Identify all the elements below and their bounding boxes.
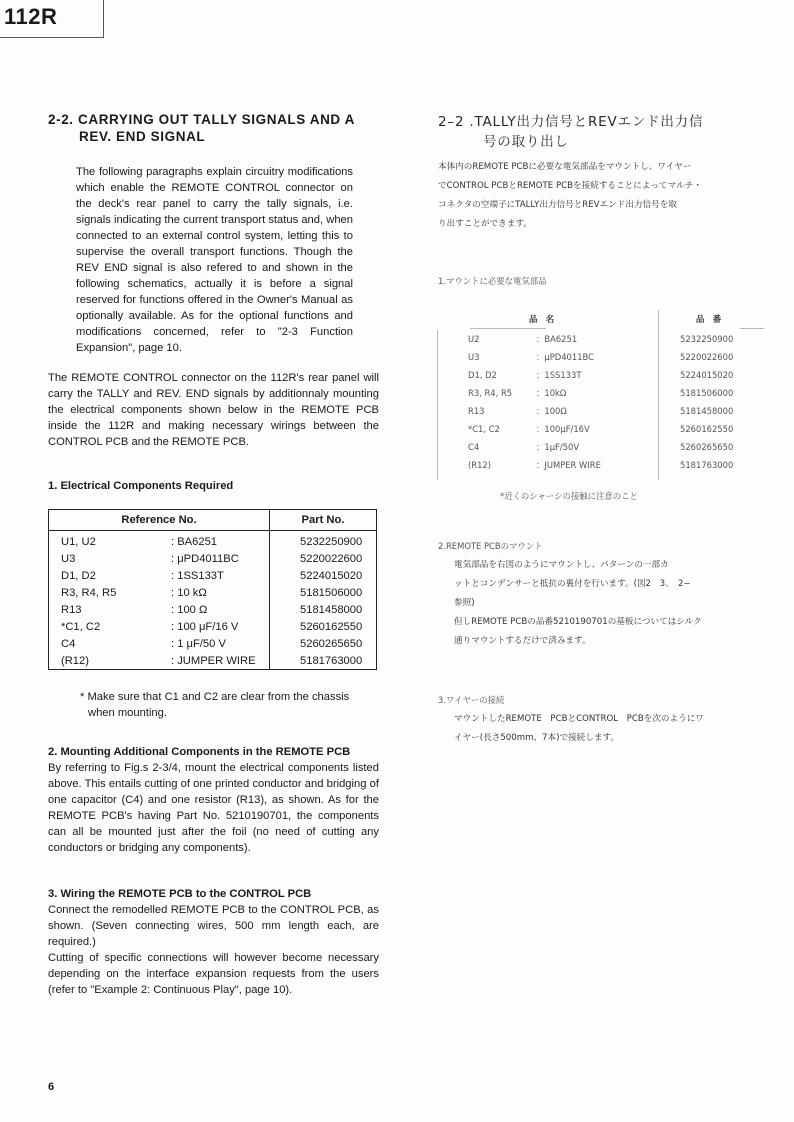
item-reference: R13: [468, 406, 485, 416]
section-2-body-jp: [454, 556, 774, 651]
section-3-text-2: Cutting of specific connections will however become necessary depending on the interface expansion requests from the users (refer to "Example 2: Continuous Play", page 10).: [48, 952, 379, 996]
section-2-jp-line: 通りマウントするだけで済みます。: [454, 636, 591, 646]
intro-paragraph-en: [76, 164, 353, 356]
cell-value: : 100 Ω: [171, 601, 270, 618]
item-reference: R3, R4, R5: [468, 388, 513, 398]
intro-text: The following paragraphs explain circuitry modifications which enable the REMOTE CONTROL connector on the deck's rear panel to carry the tally signals, i.e. signals indicating the current transport status and, when connected to an external control system, letting this to supervise the overall transport functions. Though the REV END signal is also refered to and shown in the following schematics, actually it is before a signal reserved for functions offered in the Owner's Manual as optionally available. As for the optional functions and modifications concerned, refer to "2-3 Function Expansion", page 10.: [76, 166, 353, 354]
item-part-number: 5181763000: [680, 460, 734, 470]
cell-part-number: 5232250900: [300, 535, 363, 548]
header-rule: [740, 328, 764, 329]
table-row: [49, 652, 376, 669]
paragraph-2-text: The REMOTE CONTROL connector on the 112R's rear panel will carry the TALLY and REV. END signals by additionnaly mounting the electrical components shown below in the REMOTE PCB inside the 112R and making necessary wirings between the CONTROL PCB and the REMOTE PCB.: [48, 372, 379, 448]
section-title-en-line2: REV. END SIGNAL: [79, 129, 206, 144]
item-value: ：BA6251: [536, 334, 578, 344]
cell-part-number: 5220022600: [300, 552, 363, 565]
parts-list-jp: [468, 331, 768, 475]
col-name-header-jp: 品 名: [529, 314, 555, 324]
intro-paragraph-jp: [438, 158, 768, 234]
section-2-body: [48, 760, 379, 856]
section-3-body-jp: [454, 710, 774, 748]
cell-reference: C4: [61, 637, 76, 650]
cell-reference: D1, D2: [61, 569, 96, 582]
cell-value: : JUMPER WIRE: [171, 652, 270, 669]
section-2-jp-line: 電気部品を右図のようにマウントし、パターンの一部カ: [454, 560, 669, 570]
page-number: 6: [48, 1081, 55, 1093]
table-row: [49, 531, 376, 551]
section-1-title: 1. Electrical Components Required: [48, 480, 234, 492]
item-part-number: 5232250900: [680, 334, 734, 344]
list-item: [468, 331, 768, 348]
table-note-line1: * Make sure that C1 and C2 are clear from the chassis: [80, 691, 350, 703]
header-rule: [0, 37, 104, 38]
cell-reference: R13: [61, 603, 82, 616]
cell-part-number: 5260162550: [300, 620, 363, 633]
list-item: [468, 439, 768, 456]
section-title-jp: [438, 112, 768, 152]
item-reference: *C1, C2: [468, 424, 500, 434]
item-value: ：μPD4011BC: [536, 352, 594, 362]
table-row: [49, 550, 376, 567]
item-part-number: 5181458000: [680, 406, 734, 416]
table-row: [49, 567, 376, 584]
item-part-number: 5260162550: [680, 424, 734, 434]
cell-reference: *C1, C2: [61, 620, 101, 633]
cell-part-number: 5260265650: [300, 637, 363, 650]
table-row: [49, 618, 376, 635]
list-item: [468, 403, 768, 420]
cell-part-number: 5181506000: [300, 586, 363, 599]
item-part-number: 5260265650: [680, 442, 734, 452]
table-header-row: [49, 510, 376, 531]
item-value: ：10kΩ: [536, 388, 567, 398]
list-item: [468, 457, 768, 474]
list-item: [468, 367, 768, 384]
section-3-text-1: Connect the remodelled REMOTE PCB to the CONTROL PCB, as shown. (Seven connecting wires, 500 mm length each, are required.): [48, 904, 379, 948]
item-reference: U2: [468, 334, 480, 344]
item-reference: C4: [468, 442, 480, 452]
intro-jp-line: り出すことができます。: [438, 219, 532, 229]
table-row: [49, 584, 376, 601]
components-table: [48, 509, 377, 670]
item-reference: U3: [468, 352, 480, 362]
intro-jp-line: 本体内のREMOTE PCBに必要な電気部品をマウントし、ワイヤー: [438, 162, 692, 172]
item-reference: D1, D2: [468, 370, 497, 380]
col-reference-header: Reference No.: [49, 510, 270, 531]
section-title-jp-line1: 2–2 .TALLY出力信号とREVエンド出力信: [438, 114, 704, 130]
list-item: [468, 349, 768, 366]
col-part-header: Part No.: [270, 510, 377, 531]
cell-value: : 1SS133T: [171, 567, 270, 584]
item-reference: (R12): [468, 460, 492, 470]
section-3-title: 3. Wiring the REMOTE PCB to the CONTROL PCB: [48, 888, 312, 900]
section-3-jp-line: マウントしたREMOTE PCBとCONTROL PCBを次のようにワ: [454, 714, 704, 724]
parts-list-title-jp: 1.マウントに必要な電気部品: [438, 276, 547, 286]
intro-jp-line: コネクタの空端子にTALLY出力信号とREVエンド出力信号を取: [438, 200, 677, 210]
cell-reference: U3: [61, 552, 76, 565]
section-3-body: [48, 902, 379, 998]
section-2-jp-line: 参照): [454, 598, 475, 608]
item-value: ：JUMPER WIRE: [536, 460, 601, 470]
item-part-number: 5181506000: [680, 388, 734, 398]
cell-part-number: 5181763000: [300, 654, 363, 667]
item-value: ：100μF/16V: [536, 424, 590, 434]
section-title-en-line1: 2-2. CARRYING OUT TALLY SIGNALS AND A: [48, 112, 355, 127]
section-title-en: [48, 111, 388, 145]
cell-part-number: 5181458000: [300, 603, 363, 616]
section-2-text: By referring to Fig.s 2-3/4, mount the electrical components listed above. This entails cutting of one printed conductor and bridging of one capacitor (C4) and one resistor (R13), as shown. As for the REMOTE PCB's having Part No. 5210190701, the components can all be mounted just after the foil (no need of cutting any conductors or bridging any components).: [48, 762, 379, 854]
list-item: [468, 421, 768, 438]
item-part-number: 5224015020: [680, 370, 734, 380]
item-value: ：1μF/50V: [536, 442, 580, 452]
section-2-jp-line: 但しREMOTE PCBの品番5210190701の基板についてはシルク: [454, 617, 702, 627]
cell-value: : μPD4011BC: [171, 550, 270, 567]
section-3-title-jp: 3.ワイヤーの接続: [438, 695, 505, 705]
cell-value: : BA6251: [171, 531, 270, 551]
divider: [437, 330, 438, 480]
section-2-title: 2. Mounting Additional Components in the REMOTE PCB: [48, 746, 351, 758]
item-part-number: 5220022600: [680, 352, 734, 362]
item-value: ：100Ω: [536, 406, 567, 416]
cell-value: : 100 μF/16 V: [171, 618, 270, 635]
cell-reference: (R12): [61, 654, 89, 667]
section-2-title-jp: 2.REMOTE PCBのマウント: [438, 541, 543, 551]
cell-reference: R3, R4, R5: [61, 586, 117, 599]
table-note: [80, 689, 380, 721]
section-title-jp-line2: 号の取り出し: [483, 134, 569, 150]
list-item: [468, 385, 768, 402]
cell-reference: U1, U2: [61, 535, 96, 548]
paragraph-2-en: [48, 370, 379, 450]
table-row: [49, 635, 376, 652]
header-rule-vertical: [103, 0, 104, 38]
cell-value: : 10 kΩ: [171, 584, 270, 601]
table-row: [49, 601, 376, 618]
item-value: ：1SS133T: [536, 370, 582, 380]
col-number-header-jp: 品 番: [696, 314, 722, 324]
header-rule: [470, 328, 546, 329]
table-note-line2: when mounting.: [88, 707, 167, 719]
parts-note-jp: *近くのシャーシの接触に注意のこと: [500, 491, 638, 501]
cell-part-number: 5224015020: [300, 569, 363, 582]
section-3-jp-line: イヤー(長さ500mm、7本)で接続します。: [454, 733, 619, 743]
intro-jp-line: でCONTROL PCBとREMOTE PCBを接続することによってマルチ・: [438, 181, 702, 191]
model-label: 112R: [4, 4, 58, 29]
cell-value: : 1 μF/50 V: [171, 635, 270, 652]
section-2-jp-line: ットとコンデンサーと抵抗の裏付を行います。(図2 3、 2−: [454, 579, 691, 589]
